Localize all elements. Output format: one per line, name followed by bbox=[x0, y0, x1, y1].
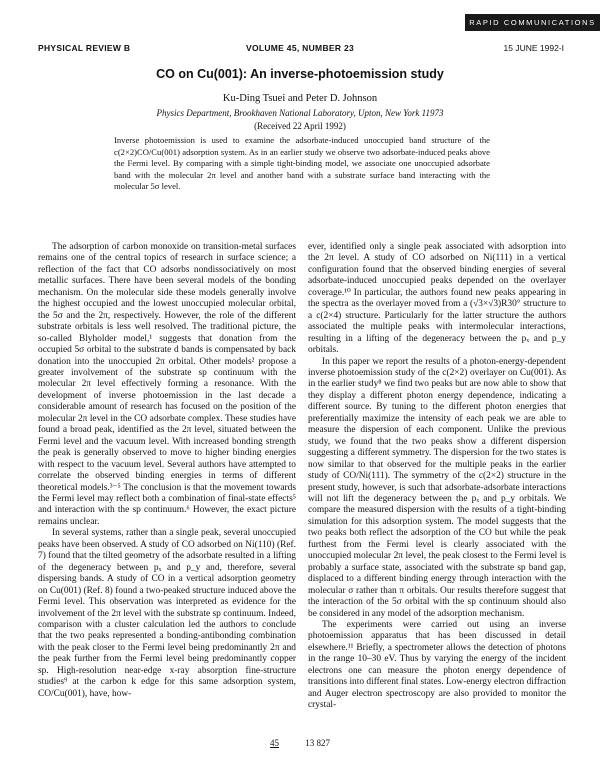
page-number: 13 827 bbox=[305, 738, 330, 748]
body-paragraph: In several systems, rather than a single peak, several unoccupied peaks have been observed. A study of CO adsorbed on Ni(110) (Ref. 7) found that the tilted geometry of the adsorbate resulted in a lifting of the degeneracy between pₓ and p_y and, therefore, several dispersing bands. A study of CO in a vertical adsorption geometry on Cu(001) (Ref. 8) found a two-peaked structure induced above the Fermi level. This observation was interpreted as evidence for the involvement of the 2π level with the substrate sp continuum. Indeed, comparison with a cluster calculation led the authors to conclude that the two peaks represented a bonding-antibonding combination with the peak closer to the Fermi level being predominantly 2π and the peak further from the Fermi level being predominantly copper sp. High-resolution near-edge x-ray absorption fine-structure studies⁹ at the carbon k edge for this same adsorption system, CO/Cu(001), have, how- bbox=[38, 528, 296, 699]
body-paragraph: In this paper we report the results of a photon-energy-dependent inverse photoemission study of the c(2×2) overlayer on Cu(001). As in the earlier study⁸ we find two peaks but are now able to show that they display a different photon energy dependence, indicating a different source. By tuning to the different photon energies that preferentially maximize the intensity of each peak we are able to measure the dispersion of each component. Unlike the previous study, we found that the two peaks show a different dispersion suggesting a different symmetry. The dispersion for the two states is now similar to that observed for the multiple peaks in the earlier study of CO/Ni(111). The symmetry of the c(2×2) structure in the present study, however, is such that adsorbate-adsorbate interactions will not lift the degeneracy between the pₓ and p_y orbitals. We compare the measured dispersion with the results of a tight-binding simulation for this adsorption system. The model suggests that the two peaks both reflect the adsorption of the CO but while the peak furthest from the Fermi level is clearly associated with the unoccupied molecular 2π level, the peak closest to the Fermi level is probably a surface state, associated with the substrate sp band gap, displaced to a different binding energy through interaction with the molecular σ rather than π orbitals. Our results therefore suggest that the interaction of the 5σ orbital with the sp continuum should also be considered in any model of the adsorption mechanism. bbox=[308, 356, 566, 619]
rapid-communications-banner: RAPID COMMUNICATIONS bbox=[465, 14, 600, 31]
author-affiliation: Physics Department, Brookhaven National Laboratory, Upton, New York 11973 bbox=[156, 108, 444, 118]
body-paragraph: The experiments were carried out using an inverse photoemission apparatus that has been discussed in detail elsewhere.¹¹ Briefly, a spectrometer allows the detection of photons in the range 10–30 eV. Thus by varying the energy of the incident electrons one can measure the photon energy dependence of transitions into different final states. Low-energy electron diffraction and Auger electron spectroscopy are also provided to monitor the crystal- bbox=[308, 619, 566, 711]
article-authors: Ku-Ding Tsuei and Peter D. Johnson bbox=[222, 93, 378, 104]
body-paragraph: The adsorption of carbon monoxide on transition-metal surfaces remains one of the central topics of research in surface science; a reflection of the fact that CO adsorbs nondissociatively on most metallic surfaces. There have been several models of the bonding mechanism. On the molecular side these models generally involve the highest occupied and the lowest unoccupied molecular orbital, the 5σ and the 2π, respectively. However, the role of the different substrate orbitals is less well resolved. The traditional picture, the so-called Blyholder model,¹ suggests that donation from the occupied 5σ orbital to the substrate d bands is compensated by back donation into the unoccupied 2π orbital. Other models² propose a greater involvement of the substrate sp continuum with the molecular 2π level effectively forming a resonance. With the development of inverse photoemission in the last decade a considerable amount of research has focused on the position of the molecular 2π level in the CO adsorbate complex. These studies have found a broad peak, identified as the 2π level, situated between the Fermi level and the vacuum level. With increased bonding strength the peak is generally observed to move to higher binding energies with respect to the vacuum level. Several authors have attempted to correlate the observed binding energies in terms of different theoretical models.³⁻⁵ The conclusion is that the movement towards the Fermi level may reflect both a combination of final-state effects⁵ and interaction with the sp continuum.⁶ However, the exact picture remains unclear. bbox=[38, 242, 296, 527]
footer-volume: 45 bbox=[270, 738, 279, 748]
right-column bbox=[308, 242, 566, 712]
volume-number: VOLUME 45, NUMBER 23 bbox=[245, 43, 355, 53]
page-footer bbox=[0, 738, 600, 748]
received-date: (Received 22 April 1992) bbox=[254, 121, 346, 131]
journal-name: PHYSICAL REVIEW B bbox=[38, 43, 131, 53]
body-paragraph: ever, identified only a single peak associated with adsorption into the 2π level. A study of CO adsorbed on Ni(111) in a vertical configuration found that the observed binding energies of several adsorbate-induced unoccupied peaks depended on the overlayer coverage.¹⁰ In particular, the authors found new peaks appearing in the spectra as the overlayer moved from a (√3×√3)R30° structure to a c(2×4) structure. Particularly for the latter structure the authors associated the multiple peaks with intermolecular interactions, resulting in a lifting of the degeneracy between the pₓ and p_y orbitals. bbox=[308, 242, 566, 356]
left-column bbox=[38, 242, 296, 700]
article-title: CO on Cu(001): An inverse-photoemission study bbox=[156, 67, 444, 81]
issue-date: 15 JUNE 1992-I bbox=[503, 43, 564, 53]
abstract: Inverse photoemission is used to examine the adsorbate-induced unoccupied band structure of the c(2×2)CO/Cu(001) adsorption system. As in an earlier study we observe two adsorbate-induced peaks above the Fermi level. By comparing with a simple tight-binding model, we associate one unoccupied adsorbate band with the molecular 2π level and another band with a substrate surface band interacting with the molecular 5σ level. bbox=[114, 135, 490, 192]
